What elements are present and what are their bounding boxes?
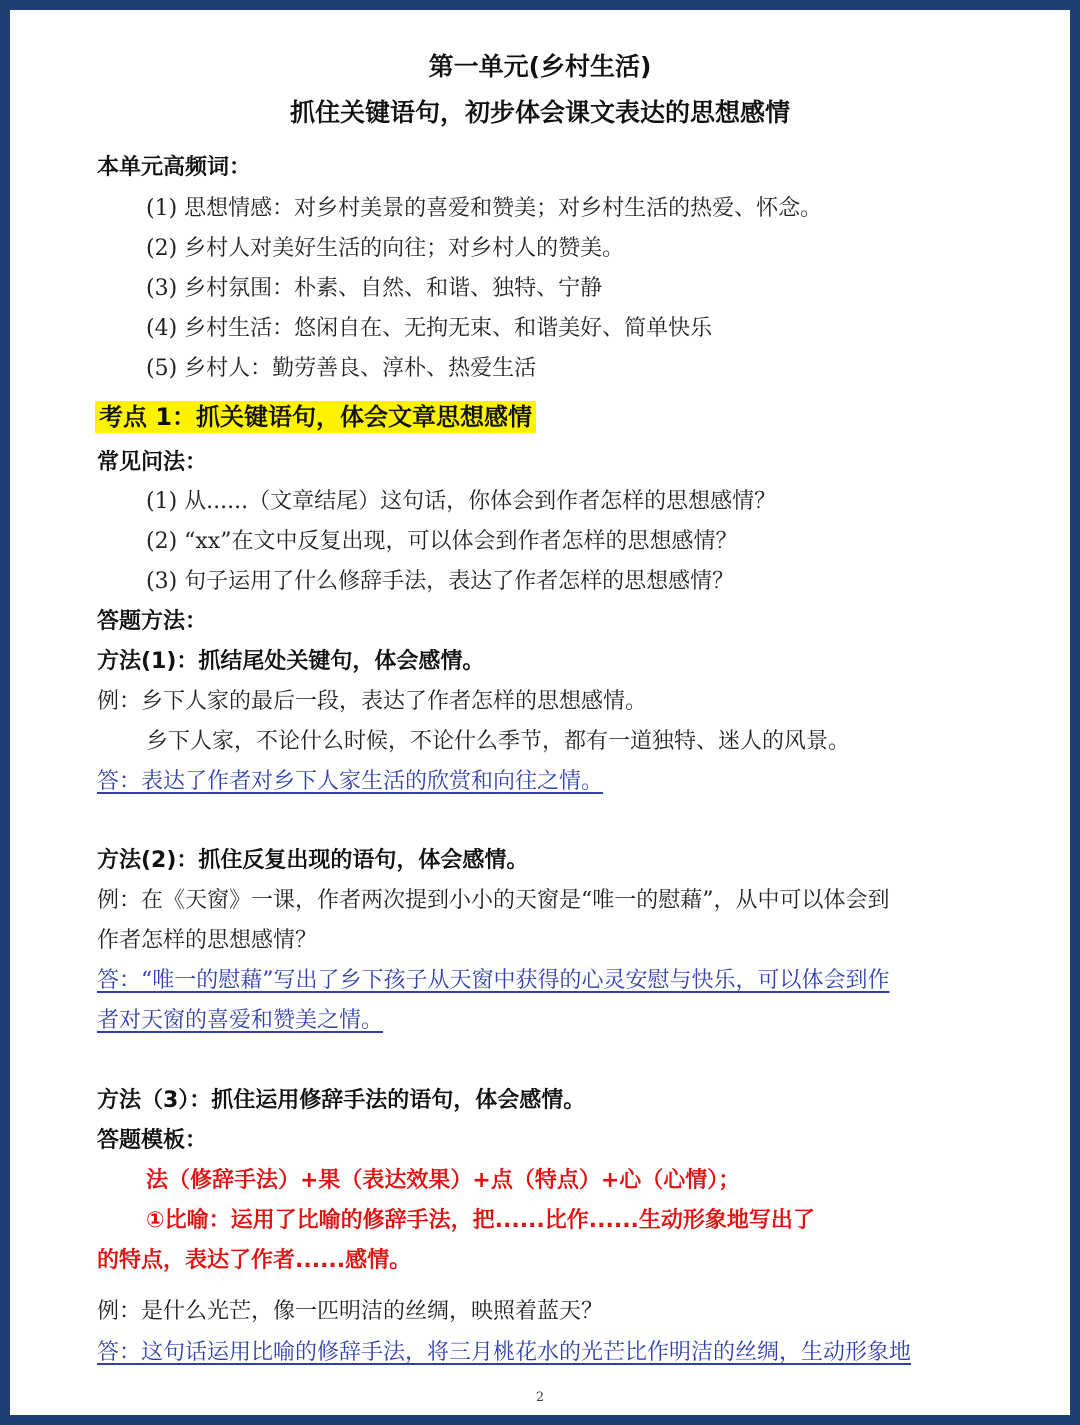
high-freq-item: (2) 乡村人对美好生活的向往；对乡村人的赞美。 — [146, 236, 625, 261]
method2-answer-line: 者对天窗的喜爱和赞美之情。 — [97, 1008, 384, 1033]
template-line: 法（修辞手法）+果（表达效果）+点（特点）+心（心情）； — [146, 1168, 741, 1193]
method3-title: 方法（3）：抓住运用修辞手法的语句，体会感情。 — [97, 1088, 586, 1113]
template-line: 的特点，表达了作者......感情。 — [97, 1248, 412, 1273]
exam-point-banner — [95, 402, 536, 434]
method1-example: 例：乡下人家的最后一段，表达了作者怎样的思想感情。 — [97, 689, 648, 714]
common-question: (1) 从......（文章结尾）这句话，你体会到作者怎样的思想感情？ — [146, 489, 777, 514]
method3-answer: 答：这句话运用比喻的修辞手法，将三月桃花水的光芒比作明洁的丝绸，生动形象地 — [97, 1340, 912, 1365]
method1-example-text: 乡下人家，不论什么时候，不论什么季节，都有一道独特、迷人的风景。 — [146, 729, 851, 754]
method2-title: 方法(2)：抓住反复出现的语句，体会感情。 — [97, 848, 529, 873]
common-question: (2) “xx”在文中反复出现，可以体会到作者怎样的思想感情？ — [146, 529, 738, 554]
high-freq-item: (3) 乡村氛围：朴素、自然、和谐、独特、宁静 — [146, 276, 603, 301]
method2-answer-line: 答：“唯一的慰藉”写出了乡下孩子从天窗中获得的心灵安慰与快乐，可以体会到作 — [97, 968, 890, 993]
method1-title: 方法(1)：抓结尾处关键句，体会感情。 — [97, 649, 485, 674]
method2-example-line: 作者怎样的思想感情？ — [97, 928, 318, 953]
page-content — [10, 10, 1070, 1415]
answer-method-heading: 答题方法： — [97, 609, 208, 634]
common-questions-heading: 常见问法： — [97, 450, 208, 475]
template-line: ①比喻：运用了比喻的修辞手法，把......比作......生动形象地写出了 — [146, 1208, 815, 1233]
page-title: 第一单元(乡村生活) — [428, 52, 652, 81]
method3-example: 例：是什么光芒，像一匹明洁的丝绸，映照着蓝天？ — [97, 1299, 604, 1324]
page-subtitle: 抓住关键语句，初步体会课文表达的思想感情 — [289, 98, 790, 127]
template-heading: 答题模板： — [97, 1128, 208, 1153]
high-freq-item: (4) 乡村生活：悠闲自在、无拘无束、和谐美好、简单快乐 — [146, 316, 713, 341]
common-question: (3) 句子运用了什么修辞手法，表达了作者怎样的思想感情？ — [146, 569, 735, 594]
page-number: 2 — [535, 1390, 545, 1405]
document-page — [10, 10, 1070, 1415]
high-freq-item: (1) 思想情感：对乡村美景的喜爱和赞美；对乡村生活的热爱、怀念。 — [146, 196, 823, 221]
high-freq-heading: 本单元高频词： — [97, 155, 252, 180]
method2-example-line: 例：在《天窗》一课，作者两次提到小小的天窗是“唯一的慰藉”，从中可以体会到 — [97, 888, 890, 913]
high-freq-item: (5) 乡村人：勤劳善良、淳朴、热爱生活 — [146, 356, 537, 381]
method1-answer: 答：表达了作者对乡下人家生活的欣赏和向往之情。 — [97, 769, 604, 794]
exam-point-highlight: 考点 1：抓关键语句，体会文章思想感情 — [95, 401, 536, 433]
